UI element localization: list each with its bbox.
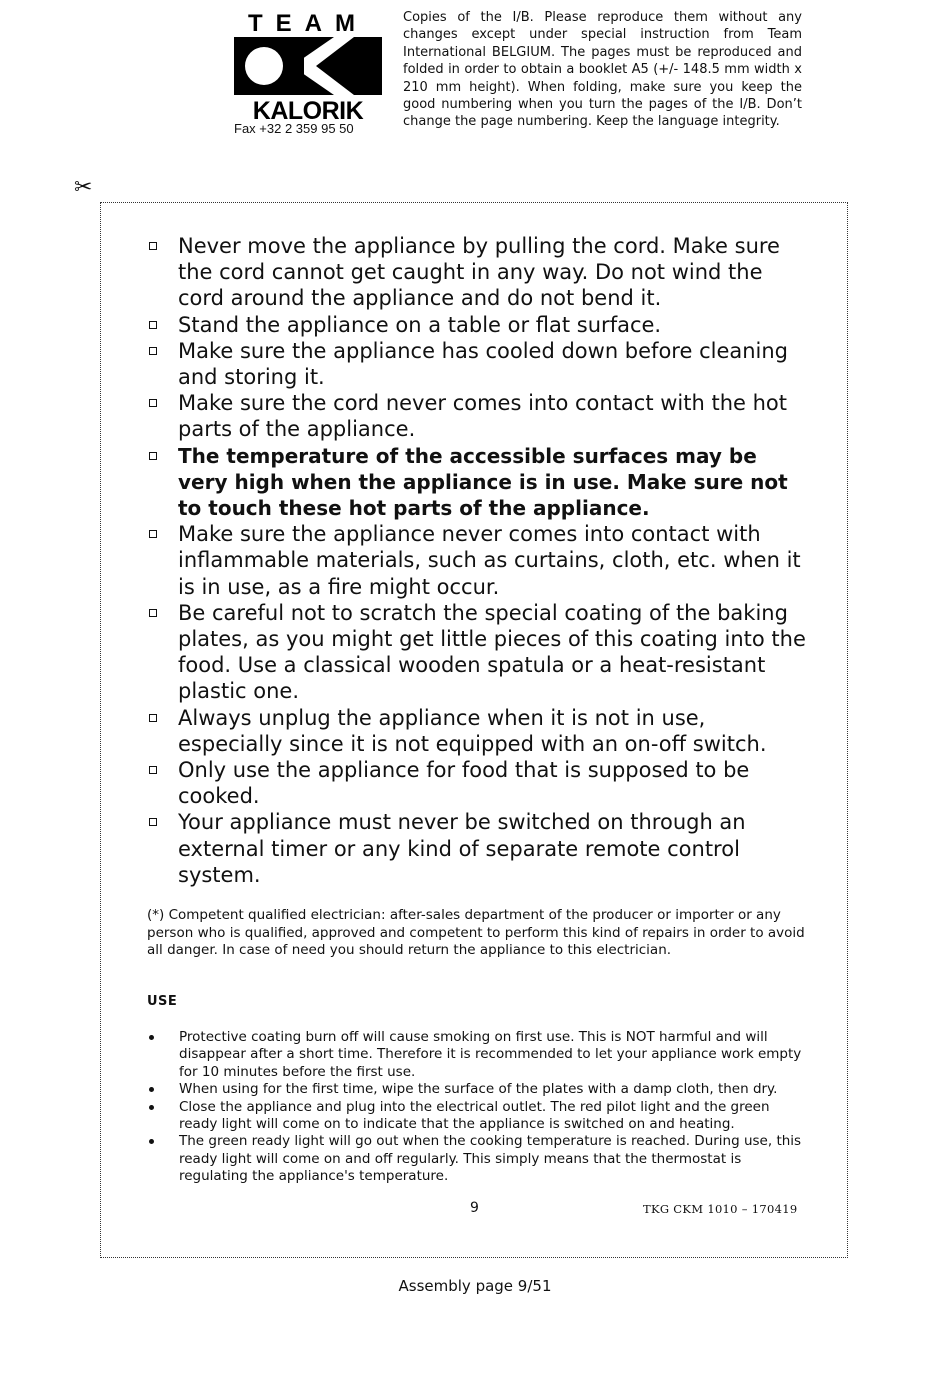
document-code: TKG CKM 1010 – 170419 [643, 1202, 798, 1216]
list-item: Stand the appliance on a table or flat surface. [178, 312, 808, 338]
checkbox-bullet-icon [149, 609, 157, 617]
list-item: Make sure the appliance has cooled down before cleaning and storing it. [178, 338, 808, 390]
checkbox-bullet-icon [149, 347, 157, 355]
checkbox-bullet-icon [149, 766, 157, 774]
team-kalorik-logo [234, 10, 382, 122]
use-heading: USE [147, 994, 178, 1009]
list-item: Always unplug the appliance when it is not in use, especially since it is not equipped with an on-off switch. [178, 705, 808, 757]
list-item: Your appliance must never be switched on through an external timer or any kind of separate remote control system. [178, 809, 808, 888]
bullet-icon [149, 1105, 154, 1110]
checkbox-bullet-icon [149, 452, 157, 460]
logo-team-text: TEAM [248, 10, 368, 37]
checkbox-bullet-icon [149, 321, 157, 329]
checkbox-bullet-icon [149, 714, 157, 722]
safety-list [178, 233, 808, 888]
checkbox-bullet-icon [149, 530, 157, 538]
list-item: Make sure the cord never comes into contact with the hot parts of the appliance. [178, 390, 808, 442]
checkbox-bullet-icon [149, 399, 157, 407]
logo-kalorik-text: KALORIK [252, 97, 364, 122]
list-item-warning: The temperature of the accessible surfaces may be very high when the appliance is in use. Make sure not to touch these hot parts of the appliance. [178, 443, 808, 522]
checkbox-bullet-icon [149, 818, 157, 826]
list-item: When using for the first time, wipe the surface of the plates with a damp cloth, then dry. [179, 1081, 809, 1098]
electrician-footnote: (*) Competent qualified electrician: after-sales department of the producer or importer or any person who is qualified, approved and competent to perform this kind of repairs in order to avoid all danger. In case of need you should return the appliance to this electrician. [147, 907, 805, 958]
reproduction-instructions: Copies of the I/B. Please reproduce them without any changes except under special instruction from Team International BELGIUM. The pages must be reproduced and folded in order to obtain a booklet A5 (+/- 148.5 mm width x 210 mm height). When folding, make sure you keep the good numbering when you turn the pages of the I/B. Don’t change the page numbering. Keep the language integrity. [403, 10, 802, 130]
fax-number: Fax +32 2 359 95 50 [234, 121, 354, 136]
assembly-page-label: Assembly page 9/51 [398, 1277, 552, 1295]
list-item: Protective coating burn off will cause smoking on first use. This is NOT harmful and will disappear after a short time. Therefore it is recommended to let your appliance work empty for 10 minutes before the first use. [179, 1029, 809, 1081]
list-item: Close the appliance and plug into the electrical outlet. The red pilot light and the green ready light will come on to indicate that the appliance is switched on and heating. [179, 1099, 809, 1134]
list-item: Never move the appliance by pulling the cord. Make sure the cord cannot get caught in any way. Do not wind the cord around the appliance and do not bend it. [178, 233, 808, 312]
page-number: 9 [470, 1200, 479, 1216]
checkbox-bullet-icon [149, 242, 157, 250]
list-item: The green ready light will go out when the cooking temperature is reached. During use, this ready light will come on and off regularly. This simply means that the thermostat is regulating the appliance's temperature. [179, 1133, 809, 1185]
list-item: Only use the appliance for food that is supposed to be cooked. [178, 757, 808, 809]
scissors-icon: ✂ [74, 175, 93, 200]
list-item: Be careful not to scratch the special coating of the baking plates, as you might get little pieces of this coating into the food. Use a classical wooden spatula or a heat-resistant plastic one. [178, 600, 808, 705]
list-item: Make sure the appliance never comes into contact with inflammable materials, such as curtains, cloth, etc. when it is in use, as a fire might occur. [178, 521, 808, 600]
use-list [179, 1029, 809, 1186]
bullet-icon [149, 1035, 154, 1040]
